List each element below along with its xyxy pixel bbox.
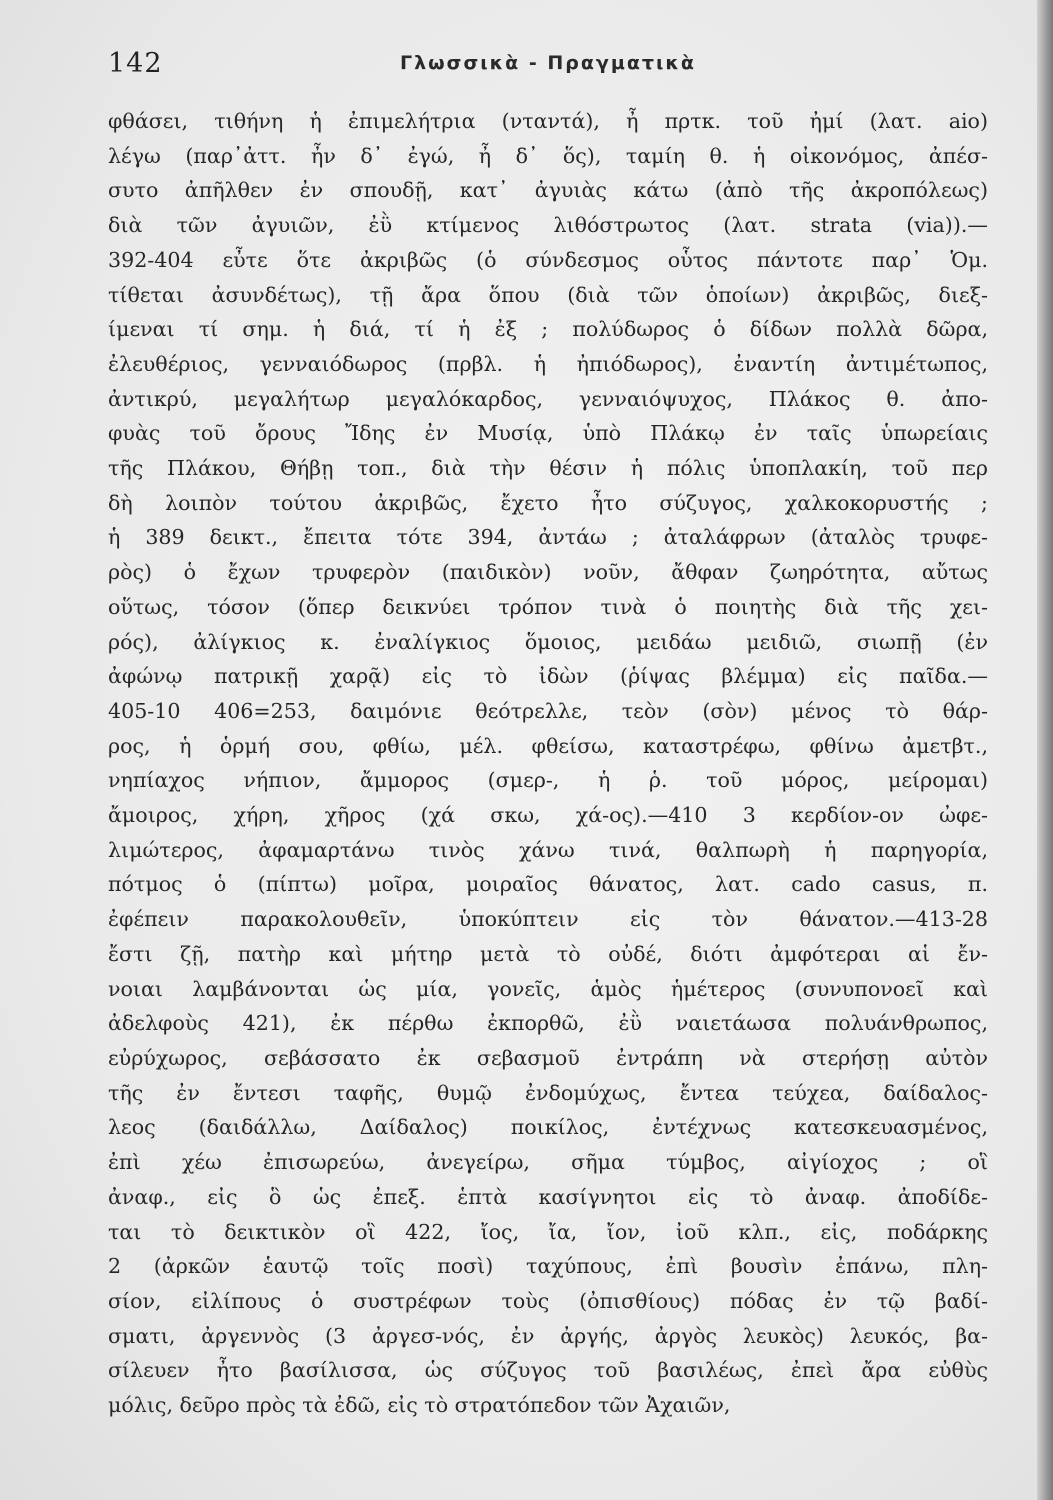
text-line: τῆς ἐν ἔντεσι ταφῆς, θυμῷ ἐνδομύχως, ἔντεα τεύχεα, δαίδαλος- — [108, 1080, 988, 1105]
text-line: φθάσει, τιθήνη ἡ ἐπιμελήτρια (νταντά), ἦ πρτκ. τοῦ ἠμί (λατ. aio) — [108, 109, 988, 133]
text-line: σίλευεν ἦτο βασίλισσα, ὡς σύζυγος τοῦ βασιλέως, ἐπεὶ ἄρα εὐθὺς — [108, 1358, 988, 1383]
text-line: νοιαι λαμβάνονται ὡς μία, γονεῖς, ἁμὸς ἡμέτερος (συνυπονοεῖ καὶ — [108, 976, 988, 1001]
text-line: 2 (ἀρκῶν ἑαυτῷ τοῖς ποσὶ) ταχύπους, ἐπὶ βουσὶν ἐπάνω, πλη- — [108, 1254, 988, 1279]
text-line: ρος, ἡ ὁρμή σου, φθίω, μέλ. φθείσω, καταστρέφω, φθίνω ἀμετβτ., — [108, 733, 988, 758]
text-line: ἀφώνῳ πατρικῇ χαρᾷ) εἰς τὸ ἰδὼν (ῥίψας βλέμμα) εἰς παῖδα.— — [108, 664, 988, 689]
text-line: ἀδελφοὺς 421), ἐκ πέρθω ἐκπορθῶ, ἐῢ ναιετάωσα πολυάνθρωπος, — [108, 1011, 988, 1036]
page-header — [108, 48, 988, 84]
text-line: 392-404 εὖτε ὅτε ἀκριβῶς (ὁ σύνδεσμος οὗτος πάντοτε παρ᾽ Ὁμ. — [108, 247, 988, 272]
text-line: ἐφέπειν παρακολουθεῖν, ὑποκύπτειν εἰς τὸν θάνατον.—413-28 — [108, 907, 988, 932]
commentary-text — [108, 104, 988, 1423]
text-line: λιμώτερος, ἀφαμαρτάνω τινὸς χάνω τινά, θαλπωρὴ ἡ παρηγορία, — [108, 837, 988, 862]
text-line: λεος (δαιδάλλω, Δαίδαλος) ποικίλος, ἐντέχνως κατεσκευασμένος, — [108, 1115, 988, 1140]
text-line: ἐλευθέριος, γενναιόδωρος (πρβλ. ἡ ἠπιόδωρος), ἐναντίη ἀντιμέτωπος, — [108, 351, 988, 376]
text-line: ἔστι ζῇ, πατὴρ καὶ μήτηρ μετὰ τὸ οὐδέ, διότι ἀμφότεραι αἱ ἔν- — [108, 941, 988, 966]
text-line: μόλις, δεῦρο πρὸς τὰ ἐδῶ, εἰς τὸ στρατόπεδον τῶν Ἀχαιῶν, — [108, 1393, 731, 1418]
text-line: ται τὸ δεικτικὸν οἳ 422, ἴος, ἴα, ἴον, ἰοῦ κλπ., εἰς, ποδάρκης — [108, 1219, 988, 1244]
text-line: ἐπὶ χέω ἐπισωρεύω, ἀνεγείρω, σῆμα τύμβος, αἰγίοχος ; οἳ — [108, 1150, 988, 1175]
text-line: ἀντικρύ, μεγαλήτωρ μεγαλόκαρδος, γενναιόψυχος, Πλάκος θ. ἀπο- — [108, 386, 988, 411]
text-line: τῆς Πλάκου, Θήβῃ τοπ., διὰ τὴν θέσιν ἡ πόλις ὑποπλακίη, τοῦ περ — [108, 456, 988, 481]
text-line: νηπίαχος νήπιον, ἄμμορος (σμερ-, ἡ ῥ. τοῦ μόρος, μείρομαι) — [108, 768, 988, 793]
text-line: δὴ λοιπὸν τούτου ἀκριβῶς, ἔχετο ἦτο σύζυγος, χαλκοκορυστής ; — [108, 490, 988, 515]
page-gutter-shadow — [1037, 0, 1053, 1500]
text-line: ἄμοιρος, χήρη, χῆρος (χά σκω, χά-ος).—410 3 κερδίον-ον ὠφε- — [108, 803, 988, 828]
text-line: πότμος ὁ (πίπτω) μοῖρα, μοιραῖος θάνατος, λατ. cado casus, π. — [108, 872, 988, 897]
text-line: λέγω (παρ᾽ἀττ. ἦν δ᾽ ἐγώ, ἦ δ᾽ ὅς), ταμίη θ. ἡ οἰκονόμος, ἀπέσ- — [108, 143, 988, 168]
text-line: ἡ 389 δεικτ., ἔπειτα τότε 394, ἀντάω ; ἀταλάφρων (ἀταλὸς τρυφε- — [108, 525, 988, 550]
text-line: εὐρύχωρος, σεβάσσατο ἐκ σεβασμοῦ ἐντράπη νὰ στερήσῃ αὐτὸν — [108, 1045, 988, 1070]
text-line: σματι, ἀργεννὸς (3 ἀργεσ-νός, ἐν ἀργής, ἀργὸς λευκὸς) λευκός, βα- — [108, 1323, 988, 1348]
text-line: οὕτως, τόσον (ὅπερ δεικνύει τρόπον τινὰ ὁ ποιητὴς διὰ τῆς χει- — [108, 594, 988, 619]
text-line: ἀναφ., εἰς ὃ ὡς ἐπεξ. ἑπτὰ κασίγνητοι εἰς τὸ ἀναφ. ἀποδίδε- — [108, 1184, 988, 1209]
text-line: φυὰς τοῦ ὄρους Ἴδης ἐν Μυσίᾳ, ὑπὸ Πλάκῳ ἐν ταῖς ὑπωρείαις — [108, 421, 988, 446]
text-line: ρός), ἀλίγκιος κ. ἐναλίγκιος ὅμοιος, μειδάω μειδιῶ, σιωπῇ (ἐν — [108, 629, 988, 654]
text-line: συτο ἀπῆλθεν ἐν σπουδῇ, κατ᾽ ἀγυιὰς κάτω (ἀπὸ τῆς ἀκροπόλεως) — [108, 178, 988, 203]
running-title: Γλωσσικὰ - Πραγματικὰ — [400, 52, 696, 74]
text-line: τίθεται ἀσυνδέτως), τῇ ἄρα ὅπου (διὰ τῶν ὁποίων) ἀκριβῶς, διεξ- — [108, 282, 988, 307]
page-number: 142 — [108, 48, 163, 79]
text-line: διὰ τῶν ἀγυιῶν, ἐῢ κτίμενος λιθόστρωτος (λατ. strata (via)).— — [108, 213, 988, 238]
text-line: σίον, εἰλίπους ὁ συστρέφων τοὺς (ὀπισθίους) πόδας ἐν τῷ βαδί- — [108, 1288, 988, 1313]
text-line: ίμεναι τί σημ. ἡ διά, τί ἡ ἐξ ; πολύδωρος ὁ δίδων πολλὰ δῶρα, — [108, 317, 988, 342]
text-line: ρὸς) ὁ ἔχων τρυφερὸν (παιδικὸν) νοῦν, ἄθφαν ζωηρότητα, αὔτως — [108, 560, 988, 585]
text-line: 405-10 406=253, δαιμόνιε θεότρελλε, τεὸν (σὸν) μένος τὸ θάρ- — [108, 698, 988, 723]
